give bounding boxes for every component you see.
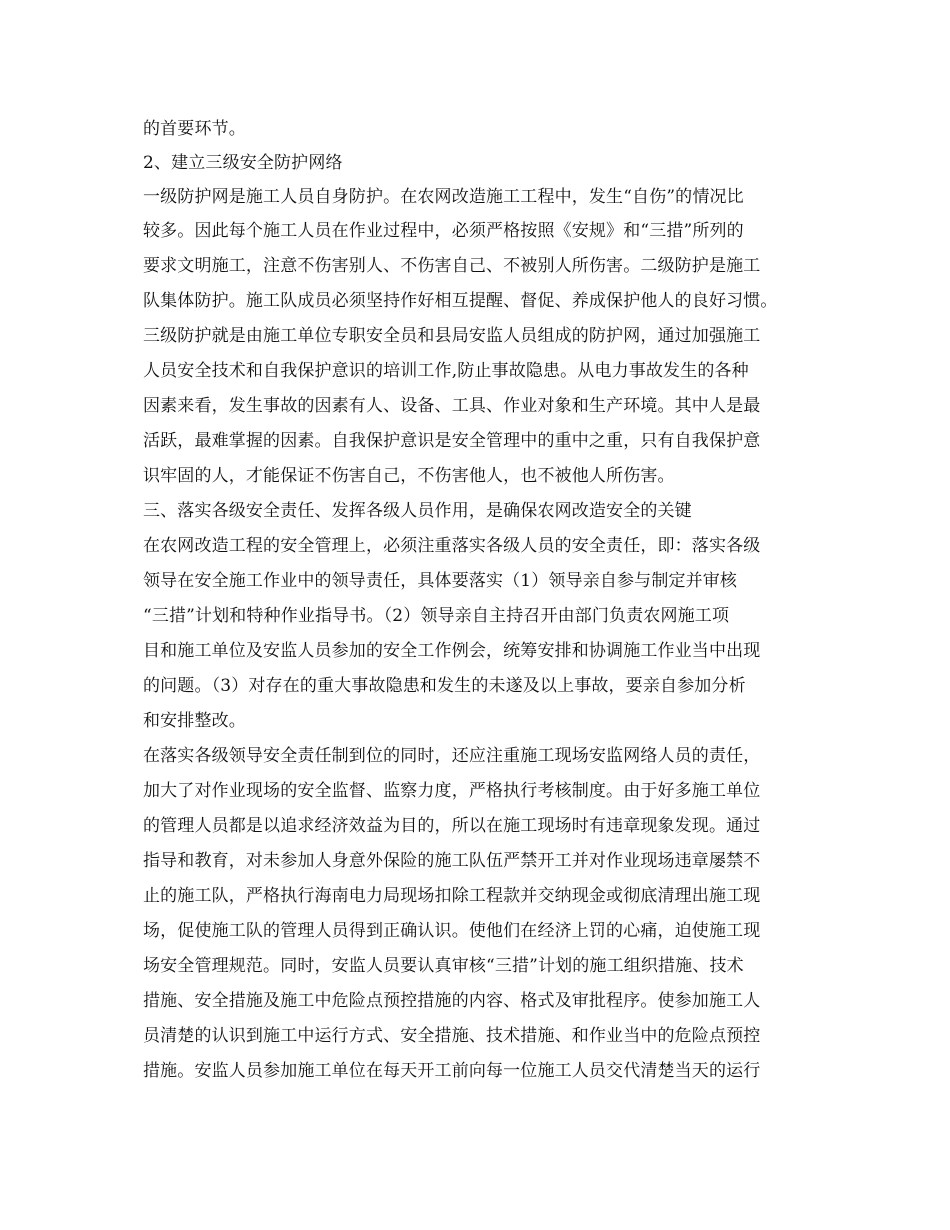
- text-line: 目和施工单位及安监人员参加的安全工作例会，统筹安排和协调施工作业当中出现: [143, 641, 761, 661]
- text-line: 员清楚的认识到施工中运行方式、安全措施、技术措施、和作业当中的危险点预控: [143, 1026, 761, 1046]
- text-line: 指导和教育，对未参加人身意外保险的施工队伍严禁开工并对作业现场违章屡禁不: [143, 851, 761, 871]
- text-line: 识牢固的人，才能保证不伤害自己，不伤害他人，也不被他人所伤害。: [143, 466, 675, 486]
- text-line: 措施。安监人员参加施工单位在每天开工前向每一位施工人员交代清楚当天的运行: [143, 1061, 761, 1081]
- section-heading: 2、建立三级安全防护网络: [143, 153, 343, 173]
- text-line: 的问题。（3）对存在的重大事故隐患和发生的未遂及以上事故，要亲自参加分析: [143, 676, 746, 696]
- text-line: 加大了对作业现场的安全监督、监察力度，严格执行考核制度。由于好多施工单位: [143, 781, 761, 801]
- text-line: 在落实各级领导安全责任制到位的同时，还应注重施工现场安监网络人员的责任，: [143, 746, 761, 766]
- text-line: 措施、安全措施及施工中危险点预控措施的内容、格式及审批程序。使参加施工人: [143, 991, 761, 1011]
- text-line: 要求文明施工，注意不伤害别人、不伤害自己、不被别人所伤害。二级防护是施工: [143, 256, 761, 276]
- text-line: 人员安全技术和自我保护意识的培训工作,防止事故隐患。从电力事故发生的各种: [143, 361, 749, 381]
- text-line: 在农网改造工程的安全管理上，必须注重落实各级人员的安全责任，即：落实各级: [143, 536, 761, 556]
- text-line: 活跃，最难掌握的因素。自我保护意识是安全管理中的重中之重，只有自我保护意: [143, 431, 761, 451]
- text-line: 因素来看，发生事故的因素有人、设备、工具、作业对象和生产环境。其中人是最: [143, 396, 761, 416]
- text-line: 和安排整改。: [143, 711, 246, 731]
- text-line: 的管理人员都是以追求经济效益为目的，所以在施工现场时有违章现象发现。通过: [143, 816, 761, 836]
- text-line: 的首要环节。: [143, 119, 246, 139]
- text-line: “三措”计划和特种作业指导书。（2）领导亲自主持召开由部门负责农网施工项: [143, 606, 730, 626]
- text-line: 止的施工队，严格执行海南电力局现场扣除工程款并交纳现金或彻底清理出施工现: [143, 886, 761, 906]
- text-line: 领导在安全施工作业中的领导责任，具体要落实（1）领导亲自参与制定并审核: [143, 571, 738, 591]
- text-line: 场，促使施工队的管理人员得到正确认识。使他们在经济上罚的心痛，迫使施工现: [143, 921, 761, 941]
- section-heading: 三、落实各级安全责任、发挥各级人员作用，是确保农网改造安全的关键: [143, 501, 692, 521]
- text-line: 一级防护网是施工人员自身防护。在农网改造施工工程中，发生“自伤”的情况比: [143, 187, 744, 207]
- text-line: 较多。因此每个施工人员在作业过程中，必须严格按照《安规》和“三措”所列的: [143, 221, 744, 241]
- text-line: 场安全管理规范。同时，安监人员要认真审核“三措”计划的施工组织措施、技术: [143, 956, 744, 976]
- text-line: 队集体防护。施工队成员必须坚持作好相互提醒、督促、养成保护他人的良好习惯。: [143, 291, 778, 311]
- text-line: 三级防护就是由施工单位专职安全员和县局安监人员组成的防护网，通过加强施工: [143, 326, 761, 346]
